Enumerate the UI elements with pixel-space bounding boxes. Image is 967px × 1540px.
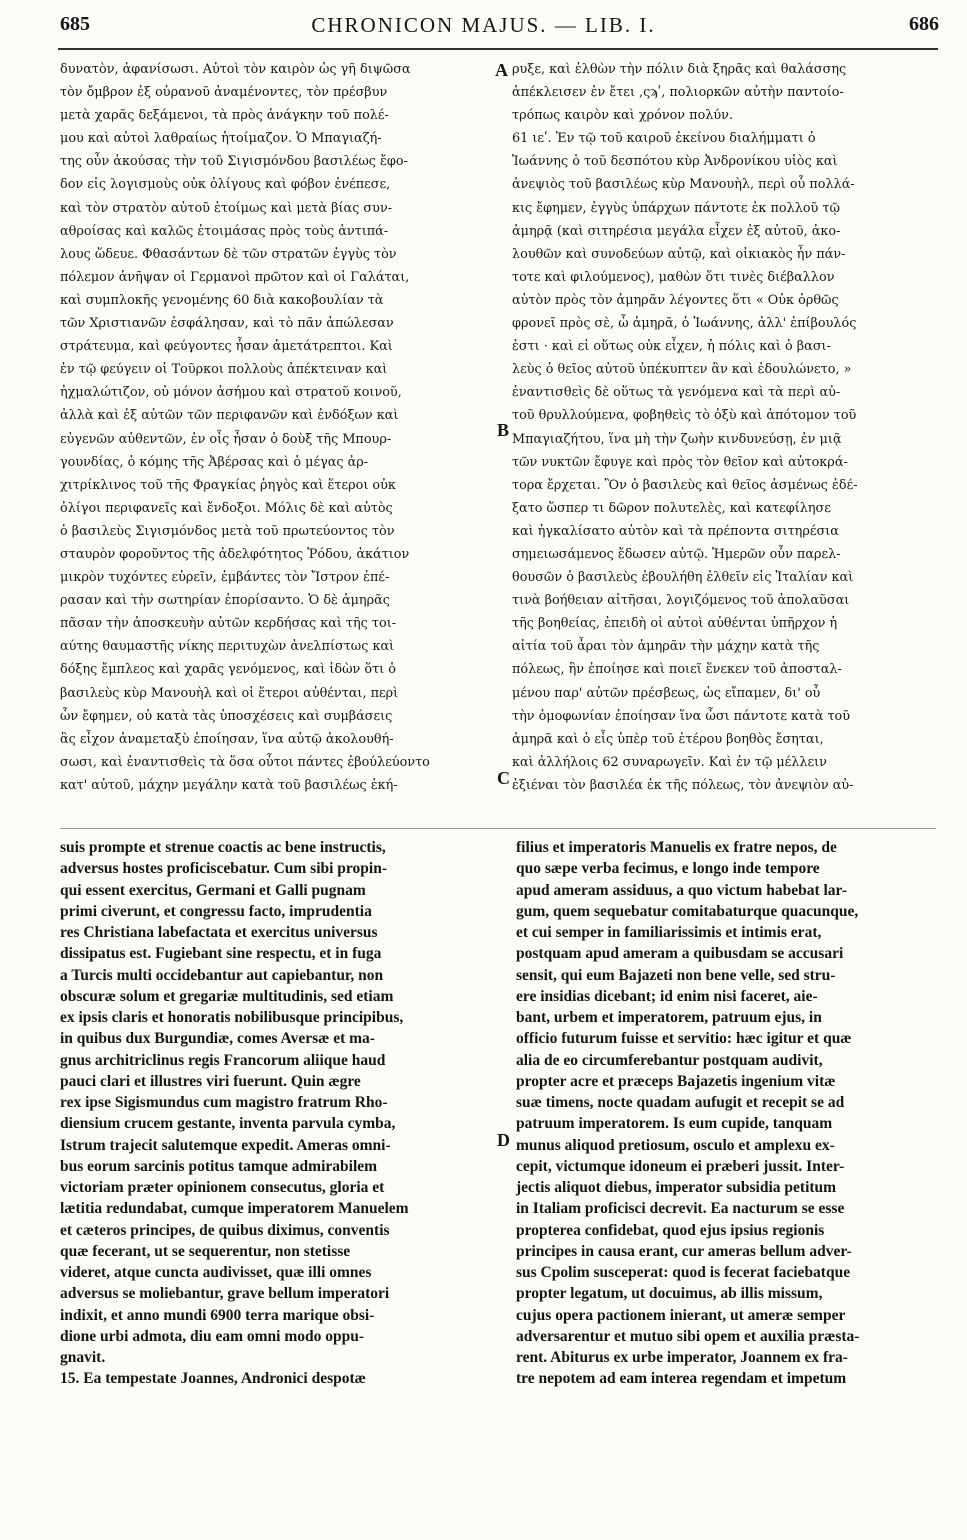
latin-left-line: Istrum trajecit salutemque expedit. Ameras omni- bbox=[60, 1136, 391, 1154]
greek-left-line: σωσι, καὶ ἐναντισθεὶς τὰ ὅσα οὗτοι πάντες ἐβούλεύοντο bbox=[60, 754, 430, 770]
latin-column-right bbox=[516, 837, 936, 1390]
latin-left-line: adversus hostes proficiscebatur. Cum sibi propin- bbox=[60, 860, 387, 878]
latin-left-line: indixit, et anno mundi 6900 terra marique obsi- bbox=[60, 1306, 375, 1324]
greek-left-line: μου καὶ αὐτοὶ λαθραίως ἡτοίμαζον. Ὁ Μπαγιαζή- bbox=[60, 131, 382, 147]
greek-right-line: τορα ἔρχεται. Ὃν ὁ βασιλεὺς καὶ θεῖος ἀσμένως ἐδέ- bbox=[512, 477, 858, 493]
greek-left-line: καὶ συμπλοκῆς γενομένης 60 διὰ κακοβουλίαν τὰ bbox=[60, 292, 384, 308]
latin-left-line: dissipatus est. Fugiebant sine respectu, et in fuga bbox=[60, 945, 382, 963]
latin-left-line: adversus se moliebantur, grave bellum imperatori bbox=[60, 1285, 390, 1303]
latin-left-line: gnus architriclinus regis Francorum aliique haud bbox=[60, 1051, 386, 1069]
greek-right-line: ξατο ὥσπερ τι δῶρον πολυτελὲς, καὶ κατεφίλησε bbox=[512, 500, 831, 516]
latin-left-line: victoriam præter opinionem consecutus, gloria et bbox=[60, 1179, 385, 1196]
latin-right-line: rent. Abiturus ex urbe imperator, Joannem ex fra- bbox=[516, 1349, 848, 1366]
greek-right-line: καὶ ἠγκαλίσατο αὐτὸν καὶ τὰ πρέποντα σιτηρέσια bbox=[512, 523, 839, 539]
greek-right-line: λουθῶν καὶ συνοδεύων αὐτῷ, καὶ οἰκιακὸς ἦν πάν- bbox=[512, 246, 846, 262]
greek-right-line: Μπαγιαζήτου, ἵνα μὴ τὴν ζωὴν κινδυνεύσῃ, ἐν μιᾷ bbox=[512, 431, 842, 447]
greek-left-line: τὸν ὄμβρον ἐξ οὐρανοῦ ἀναμένοντες, τὸν πρέσβυν bbox=[60, 85, 388, 101]
greek-right-line: ἀμηρᾷ (καὶ σιτηρέσια μεγάλα εἶχεν ἐξ αὐτοῦ, ἀκο- bbox=[512, 223, 841, 239]
margin-marker-a: A bbox=[495, 60, 508, 80]
greek-left-line: εὐγενῶν αὐθεντῶν, ἐν οἷς ἦσαν ὁ δοὺξ τῆς Μπουρ- bbox=[60, 431, 392, 447]
greek-right-line: καὶ ἀλλήλοις 62 συναρωγεῖν. Καὶ ἐν τῷ μέλλειν bbox=[512, 754, 827, 770]
greek-left-line: δόξης ἔμπλεος καὶ χαρᾶς γενόμενος, καὶ ἰδὼν ὅτι ὁ bbox=[60, 662, 396, 678]
greek-left-line: χιτρίκλινος τοῦ τῆς Φραγκίας ῥηγὸς καὶ ἕτεροι οὐκ bbox=[60, 477, 396, 493]
greek-right-line: λεὺς ὁ θεῖος αὐτοῦ ὑπέκυπτεν ἂν καὶ ἐδουλώνετο, » bbox=[512, 362, 852, 378]
greek-right-line: ἀπέκλεισεν ἐν ἔτει ,ςϡʹ, πολιορκῶν αὐτὴν παντοίο- bbox=[512, 85, 844, 101]
latin-left-line: et cæteros principes, de quibus diximus, conventis bbox=[60, 1221, 390, 1239]
greek-left-line: μικρὸν τυχόντες εὑρεῖν, ἐμβάντες τὸν Ἴστρον ἐπέ- bbox=[60, 570, 390, 586]
greek-left-line: κατ' αὐτοῦ, μάχην μεγάλην κατὰ τοῦ βασιλέως ἐκή- bbox=[60, 777, 398, 793]
greek-right-line: σημειωσάμενος ἔδωσεν αὐτῷ. Ἡμερῶν οὖν παρελ- bbox=[512, 546, 841, 562]
greek-right-line: τῶν νυκτῶν ἔφυγε καὶ πρὸς τὸν θεῖον καὶ αὐτοκρά- bbox=[512, 454, 848, 470]
greek-right-line: φρονεῖ πρὸς σὲ, ὦ ἀμηρᾶ, ὁ Ἰωάννης, ἀλλ' ἐπίβουλός bbox=[512, 316, 857, 332]
latin-right-line: alia de eo circumferebantur postquam audivit, bbox=[516, 1051, 823, 1069]
greek-left-line: ἃς εἶχον ἀναμεταξὺ ἐποίησαν, ἵνα αὐτῷ ἀκολουθή- bbox=[60, 731, 394, 747]
latin-left-line: primi civerunt, et congressu facto, imprudentia bbox=[60, 902, 372, 920]
greek-left-line: ὀλίγοι περιφανεῖς καὶ ἔνδοξοι. Μόλις δὲ καὶ αὐτὸς bbox=[60, 500, 393, 516]
greek-left-line: ὧν ἔφημεν, οὐ κατὰ τὰς ὑποσχέσεις καὶ συμβάσεις bbox=[60, 708, 393, 724]
greek-right-line: ρυξε, καὶ ἐλθὼν τὴν πόλιν διὰ ξηρᾶς καὶ θαλάσσης bbox=[512, 62, 847, 77]
right-page-number: 686 bbox=[909, 13, 939, 35]
latin-left-line: pauci clari et illustres viri fuerunt. Quin ægre bbox=[60, 1072, 361, 1090]
greek-right-line: ἀνεψιὸς τοῦ βασιλέως κὺρ Μανουὴλ, περὶ οὗ πολλά- bbox=[512, 177, 855, 193]
greek-left-line: ἐν τῷ φεύγειν οἱ Τοῦρκοι πολλοὺς ἀπέκτειναν καὶ bbox=[60, 362, 388, 378]
latin-left-line: lætitia redundabat, cumque imperatorem Manuelem bbox=[60, 1200, 409, 1218]
greek-left-line: αύτης θαυμαστῆς νίκης περιτυχὼν ἀνελπίστως καὶ bbox=[60, 639, 395, 655]
latin-right-line: filius et imperatoris Manuelis ex fratre nepos, de bbox=[516, 839, 837, 856]
greek-right-line: τὴν ὁμοφωνίαν ἐποίησαν ἵνα ὦσι πάντοτε κατὰ τοῦ bbox=[512, 708, 851, 724]
greek-right-line: αὐτὸν πρὸς τὸν ἀμηρᾶν λέγοντες ὅτι « Οὐκ ὀρθῶς bbox=[512, 292, 839, 308]
latin-right-line: patruum imperatorem. Is eum cupide, tanquam bbox=[516, 1115, 833, 1133]
greek-right-line: αἰτία τοῦ ἆραι τὸν ἀμηρᾶν τὴν μάχην κατὰ τῆς bbox=[512, 639, 820, 655]
latin-right-line: tre nepotem ad eam interea regendam et impetum bbox=[516, 1370, 847, 1388]
latin-right-line: cujus opera pactionem inierant, ut ameræ semper bbox=[516, 1306, 846, 1324]
latin-right-line: sensit, qui eum Bajazeti non bene velle, sed stru- bbox=[516, 966, 836, 984]
latin-right-line: suæ timens, nocte quadam aufugit et recepit se ad bbox=[516, 1094, 845, 1111]
greek-left-line: βασιλεὺς κὺρ Μανουὴλ καὶ οἱ ἕτεροι αὐθένται, περὶ bbox=[60, 685, 399, 701]
latin-right-line: jectis aliquot diebus, imperator subsidia petitum bbox=[516, 1179, 837, 1196]
greek-left-line: καὶ τὸν στρατὸν αὐτοῦ ἑτοίμως καὶ μετὰ βίας συν- bbox=[60, 200, 393, 216]
latin-left-line: dione urbi admota, diu eam omni modo oppu- bbox=[60, 1327, 365, 1345]
greek-left-line: πᾶσαν τὴν ἀποσκευὴν αὐτῶν κερδήσας καὶ τῆς τοι- bbox=[60, 616, 397, 632]
latin-right-line: officio futurum fuisse et servitio: hæc igitur et quæ bbox=[516, 1030, 852, 1048]
latin-left-line: videret, atque cuncta audivisset, quæ illi omnes bbox=[60, 1264, 372, 1281]
greek-column-right bbox=[512, 58, 936, 797]
latin-left-line: ex ipsis claris et honoratis nobilibusque principibus, bbox=[60, 1009, 404, 1026]
latin-right-line: bant, urbem et imperatorem, patruum ejus, in bbox=[516, 1009, 822, 1026]
running-title: CHRONICON MAJUS. — LIB. I. bbox=[311, 13, 656, 37]
greek-left-line: αθροίσας καὶ καλῶς ἑτοιμάσας πρὸς τοὺς ἀντιπά- bbox=[60, 223, 389, 239]
margin-marker-c: C bbox=[497, 768, 510, 788]
greek-left-line: ἀλλὰ καὶ ἐξ αὐτῶν τῶν περιφανῶν καὶ ἐνδόξων καὶ bbox=[60, 408, 399, 424]
latin-right-line: et cui semper in familiarissimis et intimis erat, bbox=[516, 924, 822, 941]
greek-right-line: ἐστι · καὶ εἰ οὕτως οὐκ εἶχεν, ἡ πόλις καὶ ὁ βασι- bbox=[512, 339, 831, 355]
greek-right-line: κις ἔφημεν, ἐγγὺς ὑπάρχων πάντοτε ἐκ πολλοῦ τῷ bbox=[512, 200, 840, 216]
latin-left-line: suis prompte et strenue coactis ac bene instructis, bbox=[60, 839, 386, 856]
latin-right-line: propter acre et præceps Bajazetis ingenium vitæ bbox=[516, 1072, 836, 1090]
latin-right-line: cepit, victumque idoneum ei præberi jussit. Inter- bbox=[516, 1157, 845, 1175]
latin-left-line: diensium crucem gestante, inventa parvula cymba, bbox=[60, 1115, 396, 1133]
greek-left-line: ρασαν καὶ τὴν σωτηρίαν ἐπορίσαντο. Ὁ δὲ ἀμηρᾶς bbox=[60, 593, 390, 609]
latin-right-line: principes in causa erant, cur ameras bellum adver- bbox=[516, 1242, 852, 1260]
greek-right-line: τῆς βοηθείας, ἐπειδὴ οἱ αὐτοὶ αὐθένται ὑπῆρχον ἡ bbox=[512, 616, 838, 632]
latin-column-left bbox=[60, 837, 494, 1390]
margin-marker-d: D bbox=[497, 1130, 510, 1150]
greek-right-line: Ἰωάννης ὁ τοῦ δεσπότου κὺρ Ἀνδρονίκου υἱὸς καὶ bbox=[512, 154, 838, 170]
greek-left-line: στράτευμα, καὶ φεύγοντες ἦσαν ἀμετάτρεπτοι. Καὶ bbox=[60, 339, 393, 355]
latin-right-line: postquam apud ameram a quibusdam se accusari bbox=[516, 945, 844, 963]
section-divider bbox=[60, 828, 936, 829]
latin-left-line: 15. Ea tempestate Joannes, Andronici despotæ bbox=[60, 1370, 366, 1388]
greek-left-line: ὁ βασιλεὺς Σιγισμόνδος μετὰ τοῦ πρωτεύοντος τὸν bbox=[60, 523, 395, 539]
latin-right-line: adversarentur et mutuo sibi opem et auxilia præsta- bbox=[516, 1327, 860, 1345]
greek-right-line: τοτε καὶ φιλούμενος), μαθὼν ὅτι τινὲς διέβαλλον bbox=[512, 269, 835, 285]
latin-right-line: propter legatum, ut docuimus, ab illis missum, bbox=[516, 1285, 823, 1303]
greek-left-line: τῶν Χριστιανῶν ἐσφάλησαν, καὶ τὸ πᾶν ἀπώλεσαν bbox=[60, 316, 394, 332]
greek-left-line: σταυρὸν φοροῦντος τῆς ἀδελφότητος Ῥόδου, ἀκάτιον bbox=[60, 546, 410, 562]
greek-right-line: 61 ιεʹ. Ἐν τῷ τοῦ καιροῦ ἐκείνου διαλήμματι ὁ bbox=[512, 131, 816, 147]
greek-left-line: γουνδίας, ὁ κόμης τῆς Ἀβέρσας καὶ ὁ μέγας ἀρ- bbox=[60, 454, 369, 470]
left-page-number: 685 bbox=[60, 13, 90, 35]
greek-left-line: μετὰ χαρᾶς δεξάμενοι, τὰ πρὸς ἀνάγκην τοῦ πολέ- bbox=[60, 108, 389, 124]
latin-left-line: a Turcis multi occidebantur aut capiebantur, non bbox=[60, 966, 384, 984]
latin-right-line: sus Cpolim susceperat: quod is fecerat faciebatque bbox=[516, 1264, 851, 1281]
latin-right-line: gum, quem sequebatur comitabaturque quacunque, bbox=[516, 902, 859, 920]
greek-column-left bbox=[60, 58, 490, 797]
margin-marker-b: B bbox=[497, 420, 510, 440]
greek-left-line: πόλεμον ἀνῆψαν οἱ Γερμανοὶ πρῶτον καὶ οἱ Γαλάται, bbox=[60, 269, 410, 285]
greek-right-line: τινὰ βοήθειαν αἰτῆσαι, λογιζόμενος τοῦ ἀπολαῦσαι bbox=[512, 593, 850, 609]
greek-right-line: μένου παρ' αὐτῶν πρέσβεως, ὡς εἴπαμεν, δι' οὗ bbox=[512, 685, 821, 701]
greek-right-line: θουσῶν ὁ βασιλεὺς ἐβουλήθη ἐλθεῖν εἰς Ἰταλίαν καὶ bbox=[512, 570, 854, 586]
greek-right-line: ἐξιέναι τὸν βασιλέα ἐκ τῆς πόλεως, τὸν ἀνεψιὸν αὐ- bbox=[512, 777, 854, 793]
latin-left-line: qui essent exercitus, Germani et Galli pugnam bbox=[60, 881, 366, 899]
latin-left-line: res Christiana labefactata et exercitus universus bbox=[60, 924, 378, 941]
latin-left-line: quæ fecerant, ut se sequerentur, non stetisse bbox=[60, 1242, 351, 1260]
greek-right-line: τοῦ θρυλλούμενα, φοβηθεὶς τὸ ὀξὺ καὶ ἀπότομον τοῦ bbox=[512, 408, 857, 424]
latin-right-line: in Italiam proficisci decrevit. Ea nacturum se esse bbox=[516, 1200, 845, 1218]
greek-right-line: τρόπως καιρὸν καὶ χρόνον πολύν. bbox=[512, 108, 734, 124]
latin-left-line: obscuræ solum et gregariæ multitudinis, sed etiam bbox=[60, 987, 394, 1005]
latin-right-line: ere insidias dicebant; id enim nisi faceret, aie- bbox=[516, 987, 818, 1005]
greek-right-line: ἀμηρᾶ καὶ ὁ εἷς ὑπὲρ τοῦ ἑτέρου βοηθὸς ἔσηται, bbox=[512, 731, 824, 747]
latin-left-line: gnavit. bbox=[60, 1349, 106, 1366]
latin-right-line: quo sæpe verba fecimus, e longo inde tempore bbox=[516, 860, 820, 878]
greek-left-line: λους ὥδευε. Φθασάντων δὲ τῶν στρατῶν ἐγγὺς τὸν bbox=[60, 246, 397, 262]
greek-left-line: δον εἰς λογισμοὺς οὐκ ὀλίγους καὶ φόβον ἐνέπεσε, bbox=[60, 177, 391, 193]
greek-right-line: ἐναντισθεὶς δὲ οὕτως τὰ γενόμενα καὶ τὰ περὶ αὐ- bbox=[512, 385, 841, 401]
latin-right-line: munus aliquod pretiosum, osculo et amplexu ex- bbox=[516, 1136, 835, 1154]
greek-left-line: δυνατὸν, ἀφανίσωσι. Αὐτοὶ τὸν καιρὸν ὡς γῆ διψῶσα bbox=[60, 62, 411, 77]
latin-right-line: apud ameram assiduus, a quo victum habebat lar- bbox=[516, 881, 848, 899]
greek-left-line: ἠχμαλώτιζον, οὐ μόνον ἀσήμου καὶ στρατοῦ κοινοῦ, bbox=[60, 385, 402, 401]
header-rule bbox=[58, 48, 938, 50]
latin-left-line: in quibus dux Burgundiæ, comes Aversæ et ma- bbox=[60, 1030, 375, 1048]
latin-left-line: bus eorum sarcinis potitus tamque admirabilem bbox=[60, 1157, 378, 1175]
greek-right-line: πόλεως, ἣν ἐποίησε καὶ ποιεῖ ἕνεκεν τοῦ ἀποσταλ- bbox=[512, 662, 842, 678]
latin-right-line: propterea confidebat, quod ejus ipsius regionis bbox=[516, 1221, 825, 1239]
latin-left-line: rex ipse Sigismundus cum magistro fratrum Rho- bbox=[60, 1094, 388, 1111]
greek-left-line: της οὖν ἀκούσας τὴν τοῦ Σιγισμόνδου βασιλέως ἔφο- bbox=[60, 154, 408, 170]
